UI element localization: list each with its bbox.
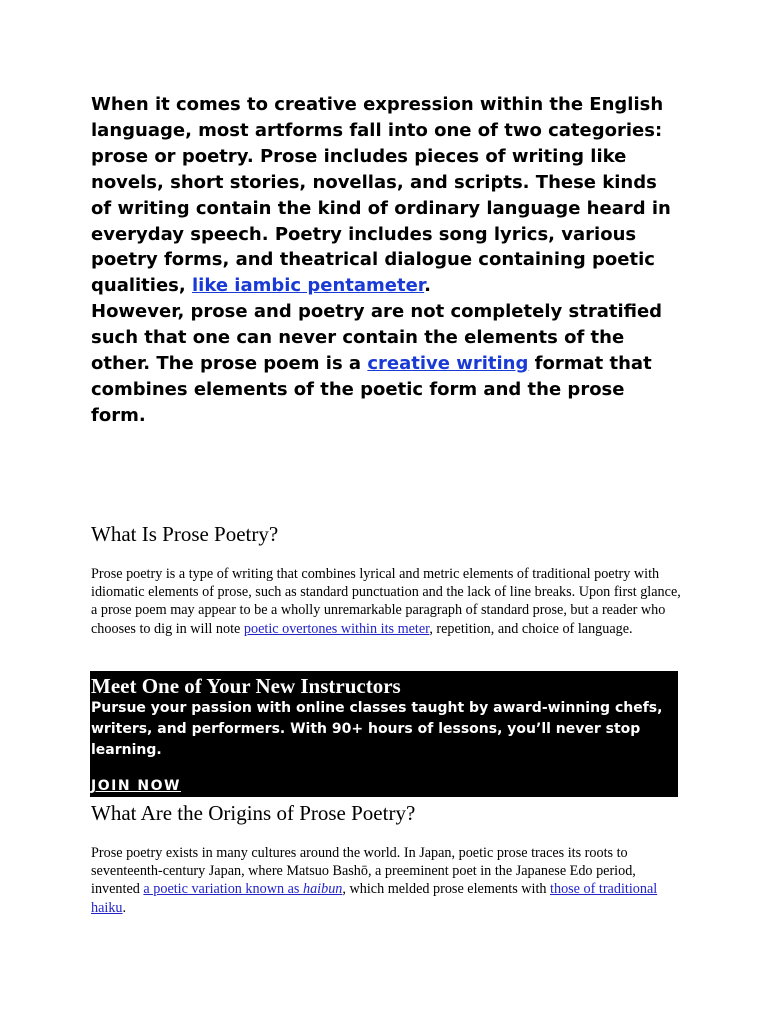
traditional-haiku-link[interactable]: those of traditional haiku: [91, 881, 658, 916]
origins-paragraph: [91, 844, 681, 917]
poetic-overtones-link[interactable]: poetic overtones within its meter: [243, 620, 430, 637]
iambic-pentameter-link[interactable]: like iambic pentameter: [192, 275, 425, 297]
section1-text-1: Prose poetry is a type of writing that combines lyrical and metric elements of traditional poetry with idiomatic elements of prose, such as standard punctuation and the lack of line breaks. Upon first glance, a prose poem may appear to be a wholly unremarkable paragraph of standard prose, but a reader who chooses to dig in will note: [91, 566, 681, 637]
haibun-link[interactable]: [143, 881, 342, 897]
intro-text-4: format that combines elements of the poetic form and the prose form.: [91, 353, 652, 426]
haibun-link-italic: haibun: [302, 881, 343, 898]
promo-text: Pursue your passion with online classes taught by award-winning chefs, writers, and performers. With 90+ hours of lessons, you’ll never stop learning.: [91, 700, 663, 758]
section1-text-2: , repetition, and choice of language.: [429, 620, 633, 637]
join-now-link[interactable]: JOIN NOW: [91, 778, 181, 794]
intro-text-1: When it comes to creative expression within the English language, most artforms fall into one of two categories: prose or poetry. Prose includes pieces of writing like novels, short stories, novellas, and scripts. These kinds of writing contain the kind of ordinary language heard in everyday speech. Poetry includes song lyrics, various poetry forms, and theatrical dialogue containing poetic qualities,: [91, 94, 671, 297]
intro-text-3: However, prose and poetry are not completely stratified such that one can never contain the elements of the other. The prose poem is a: [91, 301, 663, 375]
what-is-prose-poetry-paragraph: [91, 565, 681, 638]
section2-text-3: .: [122, 899, 127, 916]
promo-title: Meet One of Your New Instructors: [91, 674, 401, 698]
creative-writing-link[interactable]: creative writing: [367, 353, 529, 375]
section2-text-1: Prose poetry exists in many cultures around the world. In Japan, poetic prose traces its roots to seventeenth-century Japan, where Matsuo Bashō, a preeminent poet in the Japanese Edo period, invented: [91, 845, 636, 898]
instructor-promo-banner: [90, 671, 678, 797]
section2-text-2: , which melded prose elements with: [342, 881, 551, 898]
intro-text-2: .: [424, 275, 431, 297]
haibun-link-text: a poetic variation known as: [143, 881, 303, 898]
origins-heading: What Are the Origins of Prose Poetry?: [91, 801, 416, 825]
what-is-prose-poetry-heading: What Is Prose Poetry?: [91, 522, 279, 546]
intro-paragraph: [91, 92, 681, 429]
